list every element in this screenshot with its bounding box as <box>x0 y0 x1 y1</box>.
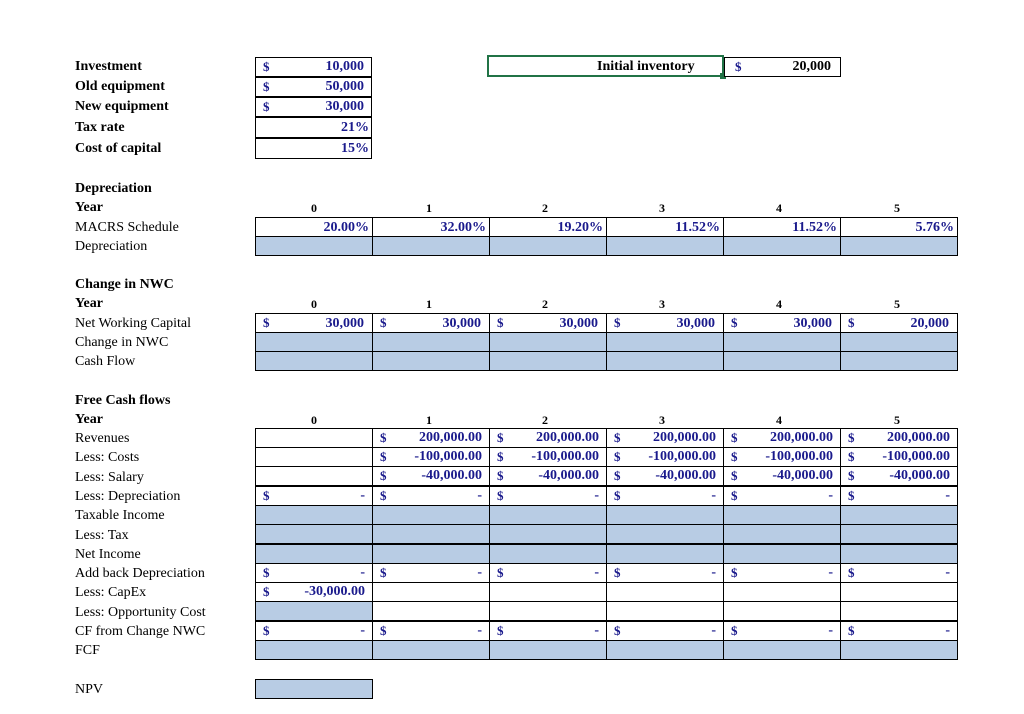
less-depreciation-cell[interactable] <box>372 486 490 506</box>
depreciation-cell[interactable] <box>723 236 841 256</box>
revenues-value: 200,000.00 <box>887 430 950 445</box>
less-tax-cell[interactable] <box>606 524 724 544</box>
capex-label: Less: CapEx <box>75 585 147 600</box>
tax-rate-label: Tax rate <box>75 120 125 135</box>
currency-symbol: $ <box>848 623 855 638</box>
currency-symbol: $ <box>380 449 387 464</box>
year-header: 5 <box>894 413 900 427</box>
net-income-cell[interactable] <box>606 544 724 564</box>
capex-cell[interactable] <box>372 582 490 602</box>
new-equipment-value: 30,000 <box>325 99 364 114</box>
taxable-income-cell[interactable] <box>372 505 490 525</box>
less-depreciation-value: - <box>828 488 833 503</box>
fcf-cell[interactable] <box>372 640 490 660</box>
add-back-depreciation-cell[interactable] <box>723 563 841 583</box>
currency-symbol: $ <box>497 315 504 330</box>
currency-symbol: $ <box>848 430 855 445</box>
macrs-value: 11.52% <box>675 220 720 235</box>
add-back-depreciation-value: - <box>711 565 716 580</box>
nwc-value: 30,000 <box>325 316 364 331</box>
currency-symbol: $ <box>731 449 738 464</box>
fcf-cell[interactable] <box>489 640 607 660</box>
net-income-cell[interactable] <box>255 544 373 564</box>
costs-value: -100,000.00 <box>531 449 599 464</box>
cf-change-nwc-value: - <box>828 623 833 638</box>
cf-change-nwc-cell[interactable] <box>255 621 373 641</box>
currency-symbol: $ <box>614 315 621 330</box>
currency-symbol: $ <box>731 488 738 503</box>
cash-flow-cell[interactable] <box>840 351 958 371</box>
currency-symbol: $ <box>614 449 621 464</box>
revenues-label: Revenues <box>75 431 130 446</box>
costs-value: -100,000.00 <box>648 449 716 464</box>
net-income-cell[interactable] <box>372 544 490 564</box>
less-depreciation-cell[interactable] <box>723 486 841 506</box>
fcf-title: Free Cash flows <box>75 393 171 408</box>
salary-value: -40,000.00 <box>538 468 599 483</box>
opportunity-cost-cell[interactable] <box>723 601 841 621</box>
year-header: 4 <box>776 413 782 427</box>
opportunity-cost-cell[interactable] <box>255 601 373 621</box>
cash-flow-cell[interactable] <box>723 351 841 371</box>
currency-symbol: $ <box>848 315 855 330</box>
fcf-cell[interactable] <box>255 640 373 660</box>
currency-symbol: $ <box>497 565 504 580</box>
depreciation-cell[interactable] <box>606 236 724 256</box>
currency-symbol: $ <box>848 468 855 483</box>
currency-symbol: $ <box>497 449 504 464</box>
currency-symbol: $ <box>848 488 855 503</box>
currency-symbol: $ <box>497 430 504 445</box>
cf-change-nwc-cell[interactable] <box>489 621 607 641</box>
salary-cell[interactable] <box>255 466 373 486</box>
less-depreciation-value: - <box>477 488 482 503</box>
currency-symbol: $ <box>731 623 738 638</box>
nwc-title: Change in NWC <box>75 277 174 292</box>
currency-symbol: $ <box>848 449 855 464</box>
salary-value: -40,000.00 <box>421 468 482 483</box>
cash-flow-cell[interactable] <box>489 351 607 371</box>
year-header: 5 <box>894 201 900 215</box>
costs-label: Less: Costs <box>75 450 140 465</box>
cost-of-capital-label: Cost of capital <box>75 141 162 156</box>
depreciation-title: Depreciation <box>75 181 152 196</box>
salary-value: -40,000.00 <box>655 468 716 483</box>
currency-symbol: $ <box>263 59 270 74</box>
depreciation-cell[interactable] <box>840 236 958 256</box>
opportunity-cost-cell[interactable] <box>489 601 607 621</box>
year-header: 1 <box>426 413 432 427</box>
opportunity-cost-cell[interactable] <box>372 601 490 621</box>
macrs-value: 19.20% <box>557 220 603 235</box>
old-equipment-label: Old equipment <box>75 79 165 94</box>
currency-symbol: $ <box>263 79 270 94</box>
cf-change-nwc-cell[interactable] <box>372 621 490 641</box>
costs-cell[interactable] <box>255 447 373 467</box>
currency-symbol: $ <box>263 565 270 580</box>
currency-symbol: $ <box>731 430 738 445</box>
change-nwc-label: Change in NWC <box>75 335 169 350</box>
less-depreciation-value: - <box>360 488 365 503</box>
currency-symbol: $ <box>263 584 270 599</box>
less-tax-cell[interactable] <box>255 524 373 544</box>
fcf-label: FCF <box>75 643 100 658</box>
depreciation-label: Depreciation <box>75 239 148 254</box>
cf-change-nwc-value: - <box>945 623 950 638</box>
currency-symbol: $ <box>614 488 621 503</box>
add-back-depreciation-cell[interactable] <box>606 563 724 583</box>
costs-value: -100,000.00 <box>882 449 950 464</box>
capex-cell[interactable] <box>723 582 841 602</box>
year-header: 0 <box>311 297 317 311</box>
add-back-depreciation-value: - <box>828 565 833 580</box>
currency-symbol: $ <box>380 623 387 638</box>
less-depreciation-value: - <box>594 488 599 503</box>
add-back-depreciation-value: - <box>360 565 365 580</box>
capex-cell[interactable] <box>606 582 724 602</box>
year-header: 4 <box>776 297 782 311</box>
currency-symbol: $ <box>263 99 270 114</box>
add-back-depreciation-cell[interactable] <box>255 563 373 583</box>
depreciation-cell[interactable] <box>255 236 373 256</box>
depreciation-cell[interactable] <box>489 236 607 256</box>
cf-change-nwc-cell[interactable] <box>840 621 958 641</box>
currency-symbol: $ <box>380 488 387 503</box>
currency-symbol: $ <box>380 315 387 330</box>
add-back-depreciation-label: Add back Depreciation <box>75 566 205 581</box>
less-depreciation-cell[interactable] <box>840 486 958 506</box>
taxable-income-cell[interactable] <box>489 505 607 525</box>
year-label: Year <box>75 412 103 427</box>
initial-inventory-value: 20,000 <box>792 59 831 74</box>
less-tax-cell[interactable] <box>723 524 841 544</box>
fcf-cell[interactable] <box>723 640 841 660</box>
add-back-depreciation-cell[interactable] <box>489 563 607 583</box>
change-nwc-cell[interactable] <box>255 332 373 352</box>
currency-symbol: $ <box>263 623 270 638</box>
less-depreciation-value: - <box>945 488 950 503</box>
currency-symbol: $ <box>263 488 270 503</box>
add-back-depreciation-value: - <box>594 565 599 580</box>
year-header: 5 <box>894 297 900 311</box>
year-header: 0 <box>311 413 317 427</box>
cash-flow-cell[interactable] <box>255 351 373 371</box>
opportunity-cost-label: Less: Opportunity Cost <box>75 605 206 620</box>
old-equipment-value: 50,000 <box>325 79 364 94</box>
net-income-cell[interactable] <box>840 544 958 564</box>
currency-symbol: $ <box>497 488 504 503</box>
cash-flow-cell[interactable] <box>372 351 490 371</box>
change-nwc-cell[interactable] <box>489 332 607 352</box>
capex-cell[interactable] <box>840 582 958 602</box>
cf-change-nwc-value: - <box>594 623 599 638</box>
fcf-cell[interactable] <box>840 640 958 660</box>
taxable-income-label: Taxable Income <box>75 508 165 523</box>
year-header: 3 <box>659 297 665 311</box>
cost-of-capital-value: 15% <box>341 141 369 156</box>
add-back-depreciation-cell[interactable] <box>372 563 490 583</box>
salary-label: Less: Salary <box>75 470 144 485</box>
capex-cell[interactable] <box>489 582 607 602</box>
taxable-income-cell[interactable] <box>255 505 373 525</box>
currency-symbol: $ <box>497 468 504 483</box>
currency-symbol: $ <box>731 468 738 483</box>
macrs-value: 11.52% <box>792 220 837 235</box>
currency-symbol: $ <box>263 315 270 330</box>
macrs-value: 5.76% <box>915 220 954 235</box>
taxable-income-cell[interactable] <box>606 505 724 525</box>
change-nwc-cell[interactable] <box>840 332 958 352</box>
currency-symbol: $ <box>380 468 387 483</box>
less-depreciation-value: - <box>711 488 716 503</box>
salary-value: -40,000.00 <box>889 468 950 483</box>
nwc-value: 30,000 <box>793 316 832 331</box>
year-header: 0 <box>311 201 317 215</box>
revenues-value: 200,000.00 <box>770 430 833 445</box>
net-income-cell[interactable] <box>723 544 841 564</box>
currency-symbol: $ <box>614 565 621 580</box>
macrs-label: MACRS Schedule <box>75 220 179 235</box>
capex-value: -30,000.00 <box>304 584 365 599</box>
year-header: 2 <box>542 297 548 311</box>
year-header: 1 <box>426 297 432 311</box>
revenues-value: 200,000.00 <box>419 430 482 445</box>
currency-symbol: $ <box>380 565 387 580</box>
less-depreciation-cell[interactable] <box>606 486 724 506</box>
fcf-cell[interactable] <box>606 640 724 660</box>
less-depreciation-label: Less: Depreciation <box>75 489 181 504</box>
less-depreciation-cell[interactable] <box>255 486 373 506</box>
investment-value: 10,000 <box>325 59 364 74</box>
macrs-value: 32.00% <box>440 220 486 235</box>
year-header: 4 <box>776 201 782 215</box>
currency-symbol: $ <box>614 623 621 638</box>
cf-change-nwc-value: - <box>477 623 482 638</box>
depreciation-cell[interactable] <box>372 236 490 256</box>
new-equipment-label: New equipment <box>75 99 169 114</box>
nwc-value: 30,000 <box>676 316 715 331</box>
cash-flow-label: Cash Flow <box>75 354 136 369</box>
currency-symbol: $ <box>848 565 855 580</box>
year-header: 2 <box>542 201 548 215</box>
less-tax-cell[interactable] <box>372 524 490 544</box>
nwc-value: 30,000 <box>442 316 481 331</box>
year-header: 1 <box>426 201 432 215</box>
add-back-depreciation-value: - <box>477 565 482 580</box>
less-tax-cell[interactable] <box>840 524 958 544</box>
add-back-depreciation-cell[interactable] <box>840 563 958 583</box>
macrs-value: 20.00% <box>323 220 369 235</box>
currency-symbol: $ <box>614 468 621 483</box>
cf-change-nwc-cell[interactable] <box>606 621 724 641</box>
npv-cell[interactable] <box>255 679 373 699</box>
less-depreciation-cell[interactable] <box>489 486 607 506</box>
cf-change-nwc-label: CF from Change NWC <box>75 624 206 639</box>
tax-rate-value: 21% <box>341 120 369 135</box>
revenues-value: 200,000.00 <box>536 430 599 445</box>
net-income-cell[interactable] <box>489 544 607 564</box>
costs-value: -100,000.00 <box>414 449 482 464</box>
nwc-value: 30,000 <box>559 316 598 331</box>
costs-value: -100,000.00 <box>765 449 833 464</box>
revenues-cell[interactable] <box>255 428 373 448</box>
change-nwc-cell[interactable] <box>372 332 490 352</box>
cf-change-nwc-cell[interactable] <box>723 621 841 641</box>
currency-symbol: $ <box>731 565 738 580</box>
currency-symbol: $ <box>731 315 738 330</box>
currency-symbol: $ <box>614 430 621 445</box>
net-working-capital-label: Net Working Capital <box>75 316 192 331</box>
year-label: Year <box>75 200 103 215</box>
npv-label: NPV <box>75 682 104 697</box>
cash-flow-cell[interactable] <box>606 351 724 371</box>
salary-value: -40,000.00 <box>772 468 833 483</box>
year-header: 3 <box>659 413 665 427</box>
less-tax-cell[interactable] <box>489 524 607 544</box>
taxable-income-cell[interactable] <box>840 505 958 525</box>
year-label: Year <box>75 296 103 311</box>
cf-change-nwc-value: - <box>711 623 716 638</box>
taxable-income-cell[interactable] <box>723 505 841 525</box>
initial-inventory-label: Initial inventory <box>597 59 695 74</box>
cf-change-nwc-value: - <box>360 623 365 638</box>
investment-label: Investment <box>75 59 142 74</box>
add-back-depreciation-value: - <box>945 565 950 580</box>
year-header: 3 <box>659 201 665 215</box>
currency-symbol: $ <box>735 59 742 74</box>
net-income-label: Net Income <box>75 547 141 562</box>
nwc-value: 20,000 <box>910 316 949 331</box>
currency-symbol: $ <box>497 623 504 638</box>
change-nwc-cell[interactable] <box>723 332 841 352</box>
opportunity-cost-cell[interactable] <box>606 601 724 621</box>
less-tax-label: Less: Tax <box>75 528 129 543</box>
revenues-value: 200,000.00 <box>653 430 716 445</box>
opportunity-cost-cell[interactable] <box>840 601 958 621</box>
change-nwc-cell[interactable] <box>606 332 724 352</box>
currency-symbol: $ <box>380 430 387 445</box>
year-header: 2 <box>542 413 548 427</box>
